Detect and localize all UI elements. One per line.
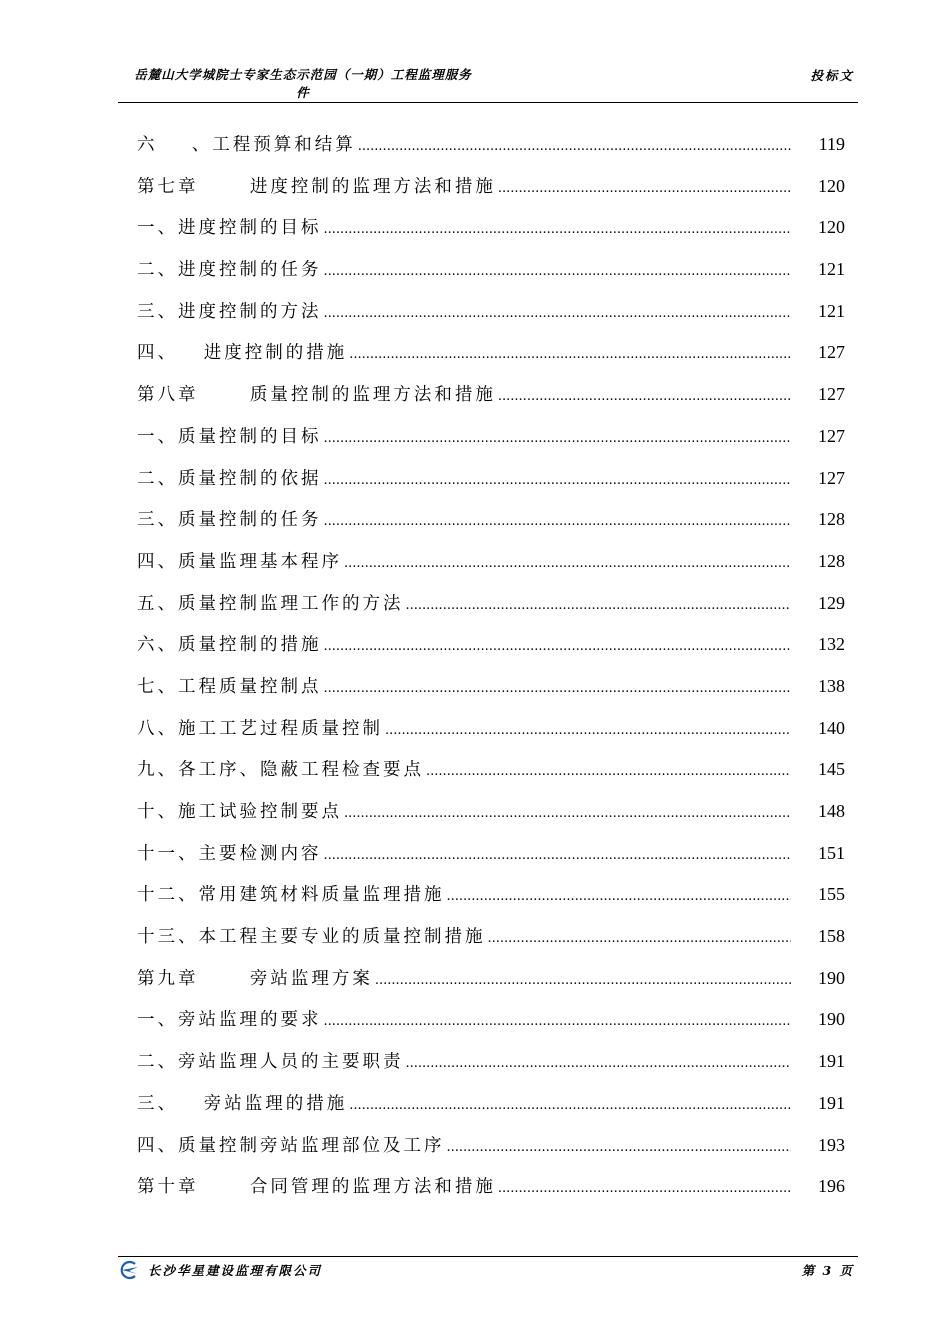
toc-entry[interactable] — [137, 715, 845, 757]
toc-entry[interactable] — [137, 965, 845, 1007]
toc-page-number: 138 — [818, 675, 845, 696]
toc-entry[interactable] — [137, 923, 845, 965]
toc-page-number: 120 — [818, 175, 845, 196]
toc-entry-title: 第九章 旁站监理方案 — [137, 968, 373, 989]
toc-page-number: 127 — [818, 425, 845, 446]
toc-entry[interactable] — [137, 673, 845, 715]
toc-entry[interactable] — [137, 1173, 845, 1215]
toc-entry-title: 五、质量控制监理工作的方法 — [137, 593, 404, 614]
toc-page-number: 119 — [818, 134, 845, 154]
toc-page-number: 129 — [818, 592, 845, 613]
toc-page-number: 155 — [818, 884, 845, 905]
toc-entry-title: 一、旁站监理的要求 — [137, 1010, 322, 1031]
page-footer — [118, 1256, 858, 1281]
toc-entry-title: 三、质量控制的任务 — [137, 510, 322, 531]
toc-page-number: 196 — [818, 1176, 845, 1197]
toc-dot-leader — [324, 848, 792, 863]
footer-company-name: 长沙华星建设监理有限公司 — [148, 1263, 323, 1278]
toc-entry-title: 一、质量控制的目标 — [137, 426, 322, 447]
toc-entry-title: 六、质量控制的措施 — [137, 635, 322, 656]
toc-dot-leader — [324, 264, 792, 279]
toc-dot-leader — [344, 556, 791, 571]
page-header — [118, 64, 858, 103]
toc-entry[interactable] — [137, 423, 845, 465]
toc-entry[interactable] — [137, 131, 845, 173]
toc-entry[interactable] — [137, 631, 845, 673]
toc-page-number: 140 — [818, 717, 845, 738]
toc-dot-leader — [406, 598, 792, 613]
toc-entry[interactable] — [137, 214, 845, 256]
toc-dot-leader — [324, 514, 792, 529]
toc-entry-title: 二、进度控制的任务 — [137, 260, 322, 281]
company-logo-icon — [118, 1260, 140, 1280]
toc-entry-title: 七、工程质量控制点 — [137, 676, 322, 697]
toc-dot-leader — [375, 973, 791, 988]
toc-page-number: 190 — [818, 1009, 845, 1030]
toc-page-number: 132 — [818, 634, 845, 655]
toc-dot-leader — [324, 639, 792, 654]
toc-dot-leader — [324, 1014, 792, 1029]
toc-dot-leader — [358, 139, 791, 154]
toc-page-number: 127 — [818, 384, 845, 405]
toc-entry[interactable] — [137, 506, 845, 548]
toc-entry[interactable] — [137, 256, 845, 298]
toc-dot-leader — [447, 889, 792, 904]
toc-entry-title: 三、进度控制的方法 — [137, 301, 322, 322]
toc-entry-title: 四、 进度控制的措施 — [137, 343, 348, 364]
toc-entry-title: 十一、主要检测内容 — [137, 843, 322, 864]
toc-entry[interactable] — [137, 590, 845, 632]
toc-entry[interactable] — [137, 465, 845, 507]
footer-page-number: 第 3 页 — [801, 1263, 854, 1278]
toc-entry-title: 第八章 质量控制的监理方法和措施 — [137, 385, 496, 406]
toc-entry-title: 三、 旁站监理的措施 — [137, 1093, 348, 1114]
toc-entry-title: 二、旁站监理人员的主要职责 — [137, 1052, 404, 1073]
toc-entry[interactable] — [137, 840, 845, 882]
toc-page-number: 127 — [818, 467, 845, 488]
toc-page-number: 120 — [818, 217, 845, 238]
toc-page-number: 151 — [818, 842, 845, 863]
toc-entry-title: 一、进度控制的目标 — [137, 218, 322, 239]
toc-entry[interactable] — [137, 798, 845, 840]
toc-page-number: 193 — [818, 1134, 845, 1155]
table-of-contents — [137, 131, 845, 1215]
toc-entry[interactable] — [137, 881, 845, 923]
toc-dot-leader — [349, 1098, 791, 1113]
toc-entry-title: 六 、工程预算和结算 — [137, 135, 356, 155]
toc-dot-leader — [344, 806, 791, 821]
header-title — [118, 66, 488, 102]
toc-entry[interactable] — [137, 1090, 845, 1132]
toc-entry-title: 八、施工工艺过程质量控制 — [137, 718, 383, 739]
toc-dot-leader — [324, 473, 792, 488]
toc-dot-leader — [324, 681, 792, 696]
toc-page-number: 145 — [818, 759, 845, 780]
toc-page-number: 128 — [818, 550, 845, 571]
toc-page-number: 148 — [818, 801, 845, 821]
toc-page-number: 127 — [818, 342, 845, 363]
toc-entry-title: 四、质量监理基本程序 — [137, 551, 342, 572]
toc-entry[interactable] — [137, 1006, 845, 1048]
toc-entry-title: 十、施工试验控制要点 — [137, 802, 342, 822]
toc-page-number: 158 — [818, 926, 845, 947]
toc-dot-leader — [324, 306, 792, 321]
toc-entry-title: 九、各工序、隐蔽工程检查要点 — [137, 760, 424, 781]
toc-dot-leader — [426, 764, 791, 779]
toc-entry-title: 第七章 进度控制的监理方法和措施 — [137, 176, 496, 197]
toc-entry-title: 十二、常用建筑材料质量监理措施 — [137, 885, 445, 906]
toc-entry[interactable] — [137, 548, 845, 590]
toc-dot-leader — [324, 222, 792, 237]
toc-dot-leader — [385, 723, 791, 738]
toc-page-number: 121 — [818, 300, 845, 321]
header-title-continuation: 件 — [296, 85, 310, 100]
toc-dot-leader — [498, 181, 791, 196]
toc-entry[interactable] — [137, 298, 845, 340]
header-title-text: 岳麓山大学城院士专家生态示范园（一期）工程监理服务 — [134, 67, 472, 82]
toc-entry[interactable] — [137, 381, 845, 423]
toc-entry-title: 二、质量控制的依据 — [137, 468, 322, 489]
toc-page-number: 191 — [818, 1092, 845, 1113]
toc-page-number: 190 — [818, 967, 845, 988]
header-doc-type: 投标文 — [810, 68, 854, 83]
toc-entry[interactable] — [137, 1132, 845, 1174]
toc-entry[interactable] — [137, 1048, 845, 1090]
toc-dot-leader — [498, 1181, 791, 1196]
toc-dot-leader — [498, 389, 791, 404]
toc-entry-title: 四、质量控制旁站监理部位及工序 — [137, 1135, 445, 1156]
toc-page-number: 128 — [818, 509, 845, 530]
toc-entry-title: 十三、本工程主要专业的质量控制措施 — [137, 927, 486, 948]
toc-dot-leader — [349, 347, 791, 362]
toc-page-number: 191 — [818, 1051, 845, 1072]
toc-dot-leader — [488, 931, 792, 946]
toc-entry[interactable] — [137, 173, 845, 215]
toc-dot-leader — [324, 431, 792, 446]
toc-entry[interactable] — [137, 339, 845, 381]
toc-entry-title: 第十章 合同管理的监理方法和措施 — [137, 1177, 496, 1198]
toc-page-number: 121 — [818, 259, 845, 280]
toc-dot-leader — [406, 1056, 792, 1071]
toc-dot-leader — [447, 1140, 792, 1155]
toc-entry[interactable] — [137, 756, 845, 798]
